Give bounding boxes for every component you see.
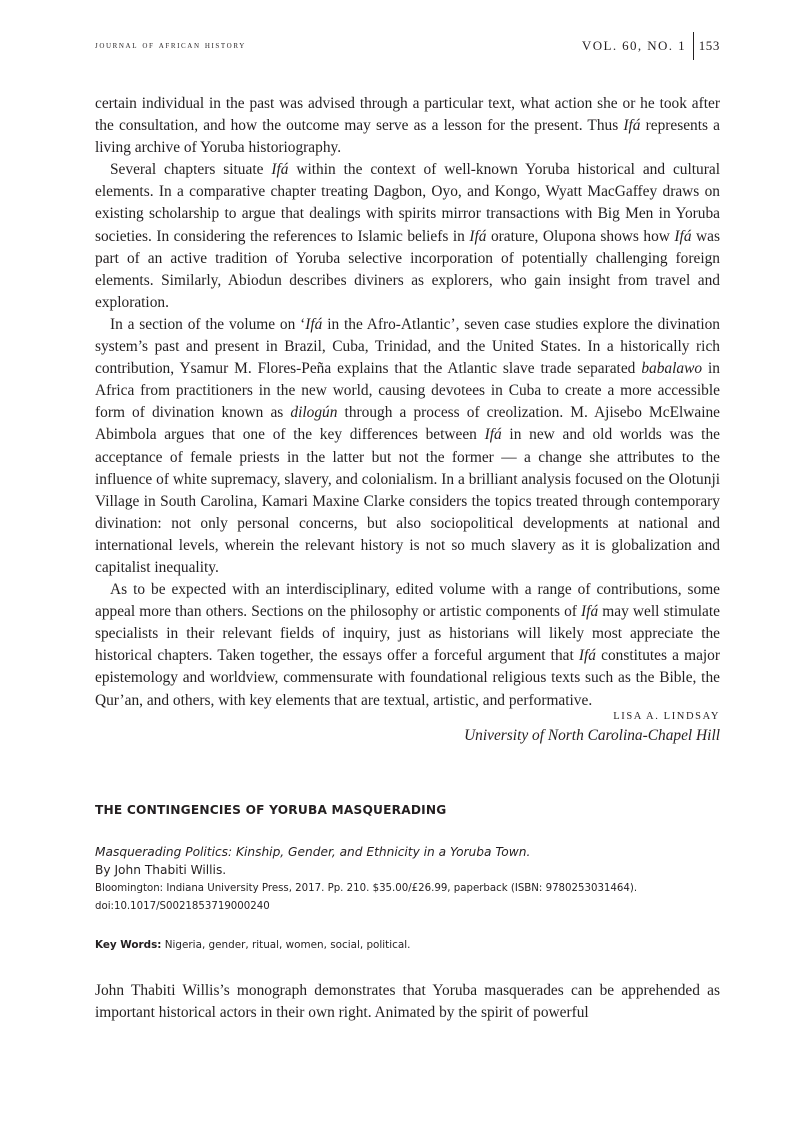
italic-term: babalawo [641, 360, 703, 378]
running-header [95, 38, 720, 58]
text-run: orature, Olupona shows how [486, 227, 675, 245]
reviewer-name: LISA A. LINDSAY [613, 711, 720, 722]
italic-term: Ifá [581, 603, 599, 621]
text-run: within the context of well-known Yoruba historical and cultural elements. In a comparative chapter treating Dagbon, Oyo, and Kongo, Wyatt MacGaffey draws on existing scholarship to argue that dealings with spirits mirror transactions with Big Men in Yoruba societies. In considering the references to Islamic beliefs in [95, 161, 720, 245]
paragraph [95, 579, 720, 712]
italic-term: Ifá [469, 227, 487, 245]
italic-term: Ifá [623, 117, 641, 135]
book-title: Masquerading Politics: Kinship, Gender, and Ethnicity in a Yoruba Town. [95, 845, 531, 859]
reviewer-affiliation: University of North Carolina-Chapel Hill [464, 727, 720, 744]
keywords-label: Key Words: [95, 939, 162, 951]
doi-link[interactable]: doi:10.1017/S0021853719000240 [95, 901, 270, 912]
italic-term: Ifá [674, 227, 692, 245]
review-body [95, 93, 720, 712]
journal-name: journal of african history [95, 40, 246, 51]
volume-issue: VOL. 60, NO. 1 [581, 38, 686, 53]
keywords [95, 939, 720, 951]
reviewer-signature [95, 709, 720, 747]
text-run: Several chapters situate [110, 161, 272, 179]
review-opening [95, 980, 720, 1024]
text-run: in the Afro-Atlantic’, seven case studies explore the divination system’s past and present in Brazil, Cuba, Trinidad, and the United States. In a historically rich contribution, Ysamur M. Flores-Peña explains that the Atlantic slave trade separated [95, 315, 721, 378]
text-run: was part of an active tradition of Yoruba selective incorporation of potentially challenging foreign elements. Similarly, Abiodun describes diviners as explorers, who gain insight from travel and exploration. [95, 227, 720, 311]
page-number: 153 [698, 38, 720, 53]
book-author: By John Thabiti Willis. [95, 863, 227, 877]
text-run: in Africa from practitioners in the new world, causing devotees in Cuba to create a more accessible form of divination known as [95, 360, 720, 422]
text-run: represents a living archive of Yoruba historiography. [95, 117, 720, 157]
italic-term: Ifá [484, 426, 502, 444]
paragraph [95, 314, 720, 579]
text-run: constitutes a major epistemology and worldview, commensurate with foundational religious texts such as the Bible, the Qur’an, and others, with key elements that are textual, artistic, and performative. [95, 647, 720, 709]
text-run: In a section of the volume on ‘ [110, 315, 306, 333]
italic-term: Ifá [305, 315, 323, 333]
review-heading [95, 803, 720, 817]
text-run: As to be expected with an interdisciplinary, edited volume with a range of contributions, some appeal more than others. Sections on the philosophy or artistic components of [95, 581, 720, 621]
paragraph [95, 93, 720, 159]
keywords-list: Nigeria, gender, ritual, women, social, political. [164, 939, 411, 951]
publication-info: Bloomington: Indiana University Press, 2017. Pp. 210. $35.00/£26.99, paperback (ISBN: 9780253031464). [95, 883, 638, 894]
italic-term: Ifá [578, 647, 597, 665]
italic-term: dilogún [290, 404, 338, 422]
header-divider [693, 32, 694, 60]
text-run: through a process of creolization. M. Ajisebo McElwaine Abimbola argues that one of the key differences between [95, 404, 720, 444]
review-title: THE CONTINGENCIES OF YORUBA MASQUERADING [95, 803, 447, 817]
paragraph [95, 159, 720, 314]
text-run: may well stimulate specialists in their relevant fields of inquiry, just as historians will likely most appreciate the historical chapters. Taken together, the essays offer a forceful argument that [95, 603, 720, 665]
text-run: in new and old worlds was the acceptance of female priests in the latter but not the former — a change she attributes to the influence of white supremacy, slavery, and colonialism. In a brilliant analysis focused on the Olotunji Village in South Carolina, Kamari Maxine Clarke considers the topics treated through contemporary divination: not only personal concerns, but also sociopolitical developments at national and international levels, wherein the relevant history is not so much slavery as it is globalization and capitalist inequality. [95, 426, 720, 576]
text-run: certain individual in the past was advised through a particular text, what action she or he took after the consultation, and how the outcome may serve as a lesson for the present. Thus [95, 95, 720, 135]
book-citation [95, 843, 720, 916]
paragraph: John Thabiti Willis’s monograph demonstrates that Yoruba masquerades can be apprehended as important historical actors in their own right. Animated by the spirit of powerful [95, 982, 720, 1022]
italic-term: Ifá [271, 161, 289, 179]
